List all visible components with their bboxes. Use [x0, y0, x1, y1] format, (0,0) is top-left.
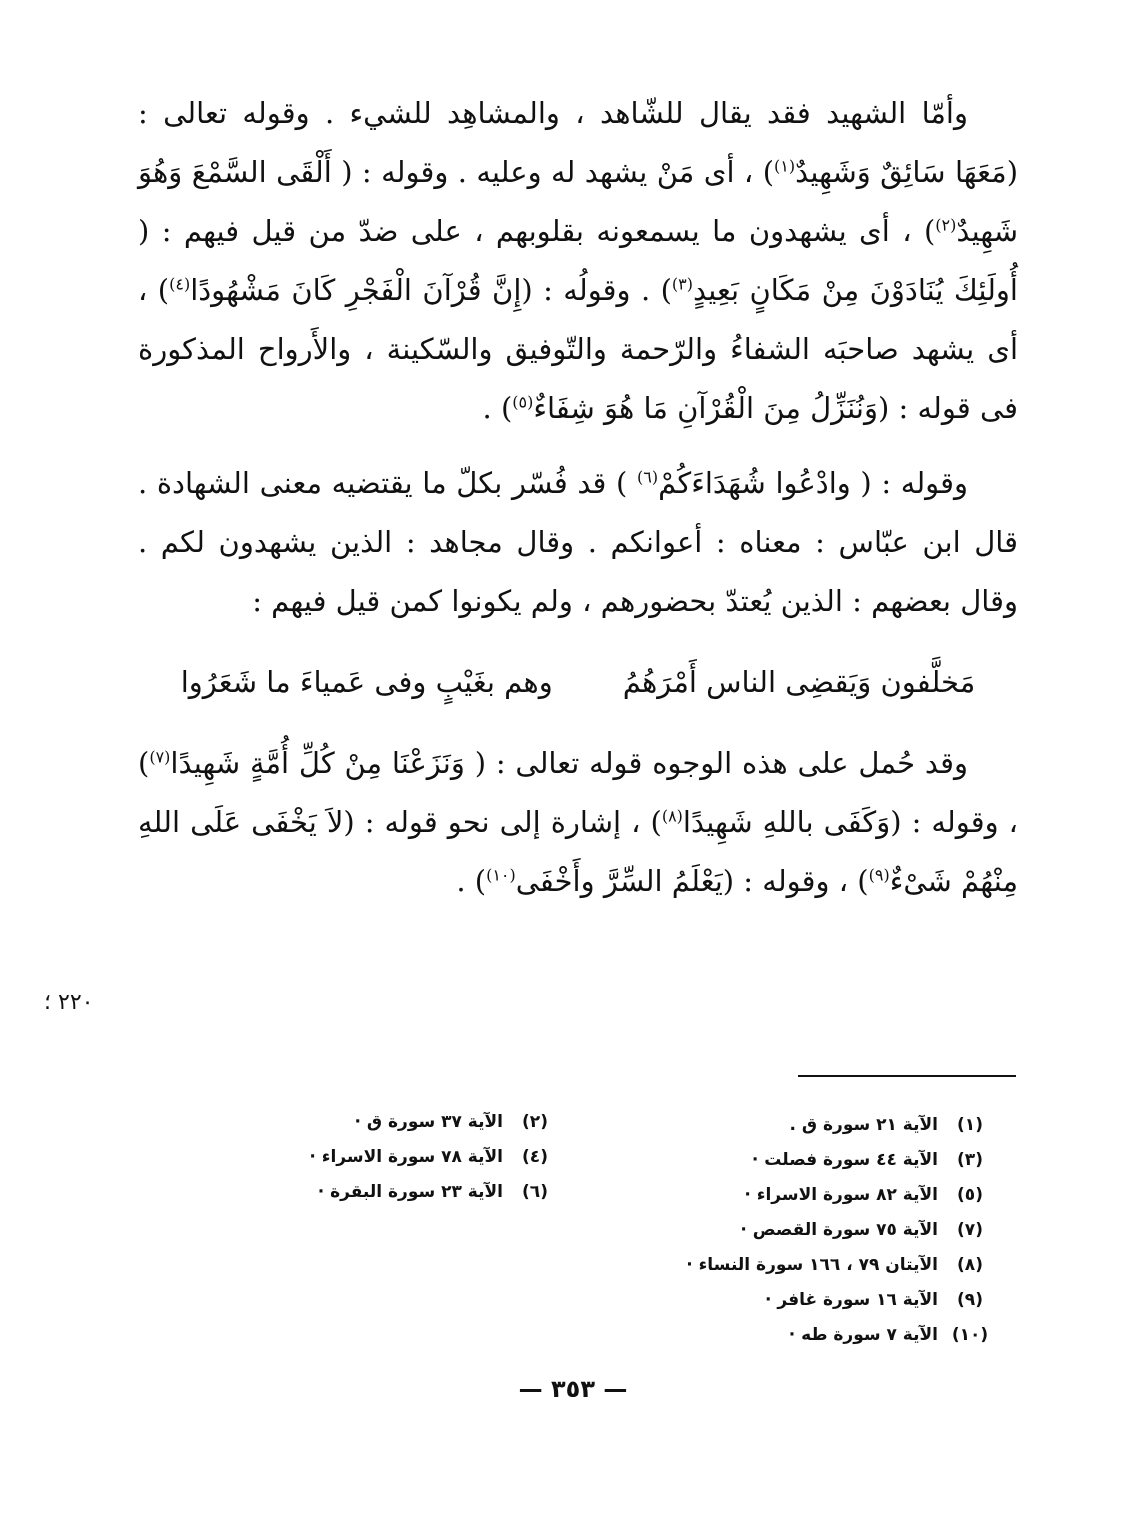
footnote-marker: (٥): [512, 392, 534, 412]
footnote-text: الآية ٢١ سورة ق .: [789, 1114, 938, 1135]
footnote-number: (٥): [957, 1184, 983, 1205]
footnote-text: الآية ٧٨ سورة الاسراء ·: [309, 1146, 503, 1167]
footnote-number: (١٠): [951, 1324, 989, 1345]
footnotes-right-column: [576, 1107, 996, 1352]
footnote-item: [576, 1317, 996, 1352]
text-run: ) ، أى يشهد صاحبَه الشفاءُ والرّحمة والتّوفيق والسّكينة ، والأَرواح المذكورة فى قوله : (وَنُنَزِّلُ مِنَ الْقُرْآنِ مَا هُوَ شِفَاءٌ: [138, 273, 1018, 425]
verse-first-hemistich: مَخلَّفون وَيَقضِى الناس أَمْرَهُمُ: [622, 665, 976, 699]
footnote-marker: (٦): [637, 467, 659, 487]
footnote-number: (٨): [957, 1254, 983, 1275]
footnote-item: [221, 1174, 561, 1209]
paragraph-final: [138, 734, 1018, 911]
footnote-number: (٧): [957, 1219, 983, 1240]
text-run: وقوله : ( وادْعُوا شُهَدَاءَكُمْ: [658, 466, 968, 500]
text-run: ) .: [482, 391, 513, 425]
margin-note: ٢٢٠ ؛: [44, 990, 94, 1015]
footnote-text: الآية ٤٤ سورة فصلت ·: [751, 1149, 938, 1170]
footnote-item: [576, 1212, 996, 1247]
text-run: ) قد فُسّر بكلّ ما يقتضيه معنى الشهادة . قال ابن عبّاس : معناه : أعوانكم . وقال مجاهد : الذين يشهدون لكم . وقال بعضهم : الذين يُعتدّ بحضورهم ، ولم يكونوا كمن قيل فيهم :: [138, 466, 1018, 618]
text-run: ) .: [456, 864, 487, 898]
footnote-text: الآية ٢٣ سورة البقرة ·: [317, 1181, 503, 1202]
footnote-marker: (١٠): [486, 865, 516, 885]
footnote-separator: [798, 1075, 1016, 1077]
text-run: ) . وقولُه : (إِنَّ قُرْآنَ الْفَجْرِ كَانَ مَشْهُودًا: [190, 273, 672, 307]
text-run: ) ، وقوله : (يَعْلَمُ السِّرَّ وأَخْفَى: [515, 864, 869, 898]
text-run: ) ، وقوله : (وَكَفَى باللهِ شَهِيدًا: [138, 746, 1018, 839]
poetry-verse: [138, 653, 1018, 712]
footnote-item: [576, 1247, 996, 1282]
footnote-marker: (٧): [149, 747, 171, 767]
main-text: [138, 84, 1018, 911]
footnote-text: الآية ٧ سورة طه ·: [788, 1324, 938, 1345]
footnote-number: (١): [957, 1114, 983, 1135]
footnote-marker: (٩): [868, 865, 890, 885]
footnote-item: [576, 1107, 996, 1142]
footnote-item: [576, 1282, 996, 1317]
footnote-item: [576, 1142, 996, 1177]
footnote-marker: (٢): [935, 215, 957, 235]
footnotes-left-column: [221, 1104, 561, 1209]
footnote-marker: (١): [774, 156, 796, 176]
footnote-text: الآية ٨٢ سورة الاسراء ·: [744, 1184, 938, 1205]
footnote-number: (٣): [957, 1149, 983, 1170]
footnote-item: [221, 1139, 561, 1174]
footnote-number: (٦): [522, 1181, 548, 1202]
paragraph-witnesses: [138, 454, 1018, 631]
footnote-number: (٩): [957, 1289, 983, 1310]
paragraph-shahid-meaning: [138, 84, 1018, 438]
footnote-text: الآيتان ٧٩ ، ١٦٦ سورة النساء ·: [686, 1254, 938, 1275]
footnote-marker: (٨): [661, 806, 683, 826]
text-run: ) ، إشارة إلى نحو قوله : (لاَ يَخْفَى عَلَى اللهِ مِنْهُمْ شَىْءٌ: [138, 805, 1018, 898]
text-run: ) ، أى يشهدون ما يسمعونه بقلوبهم ، على ضدّ من قيل فيهم : ( أُولَئِكَ يُنَادَوْنَ مِنْ مَكَانٍ بَعِيدٍ: [138, 214, 1018, 307]
footnote-number: (٤): [522, 1146, 548, 1167]
footnote-item: [221, 1104, 561, 1139]
verse-second-hemistich: وهم بغَيْبٍ وفى عَمياءَ ما شَعَرُوا: [180, 665, 553, 699]
text-run: وأمّا الشهيد فقد يقال للشّاهد ، والمشاهِد للشيء . وقوله تعالى : (مَعَهَا سَائِقٌ وَشَهِيدٌ: [138, 96, 1019, 189]
footnote-number: (٢): [522, 1111, 548, 1132]
footnote-marker: (٣): [671, 274, 694, 294]
page-number: — ٣٥٣ —: [518, 1375, 628, 1403]
footnote-text: الآية ١٦ سورة غافر ·: [765, 1289, 938, 1310]
footnote-marker: (٤): [169, 274, 191, 294]
text-run: وقد حُمل على هذه الوجوه قوله تعالى : ( وَنَزَعْنَا مِنْ كُلِّ أُمَّةٍ شَهِيدًا: [170, 746, 968, 780]
text-run: ) ، أى مَنْ يشهد له وعليه . وقوله : ( أَلْقَى السَّمْعَ وَهُوَ شَهِيدٌ: [138, 155, 1018, 248]
footnote-text: الآية ٧٥ سورة القصص ·: [740, 1219, 938, 1240]
footnote-item: [576, 1177, 996, 1212]
footnote-text: الآية ٣٧ سورة ق ·: [354, 1111, 503, 1132]
